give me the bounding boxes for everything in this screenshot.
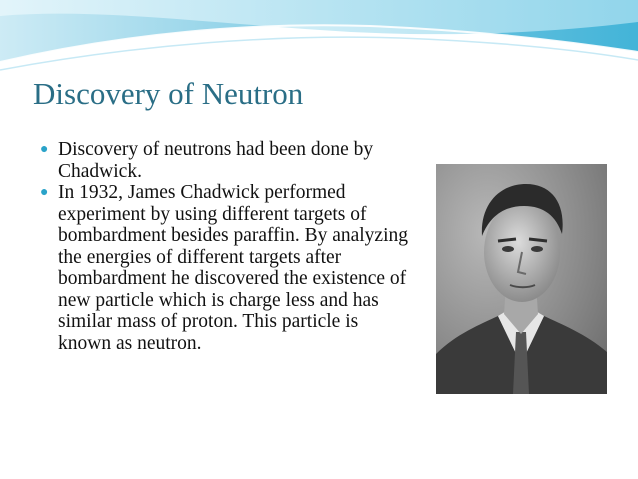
bullet-item <box>40 139 412 182</box>
bullet-text: Discovery of neutrons had been done by Chadwick. <box>58 139 374 182</box>
slide-title: Discovery of Neutron <box>33 76 304 111</box>
bullet-list <box>40 139 412 354</box>
header-wave-decoration <box>0 0 638 80</box>
bullet-item <box>40 182 412 354</box>
portrait-photo <box>436 164 607 394</box>
circle-bullet-icon: ● <box>40 185 49 200</box>
circle-bullet-icon: ● <box>40 142 49 157</box>
bullet-text: In 1932, James Chadwick performed experiment by using different targets of bombardment besides paraffin. By analyzing the energies of different targets after bombardment he discovered the existence of new particle which is charge less and has similar mass of proton. This particle is known as neutron. <box>58 182 409 354</box>
